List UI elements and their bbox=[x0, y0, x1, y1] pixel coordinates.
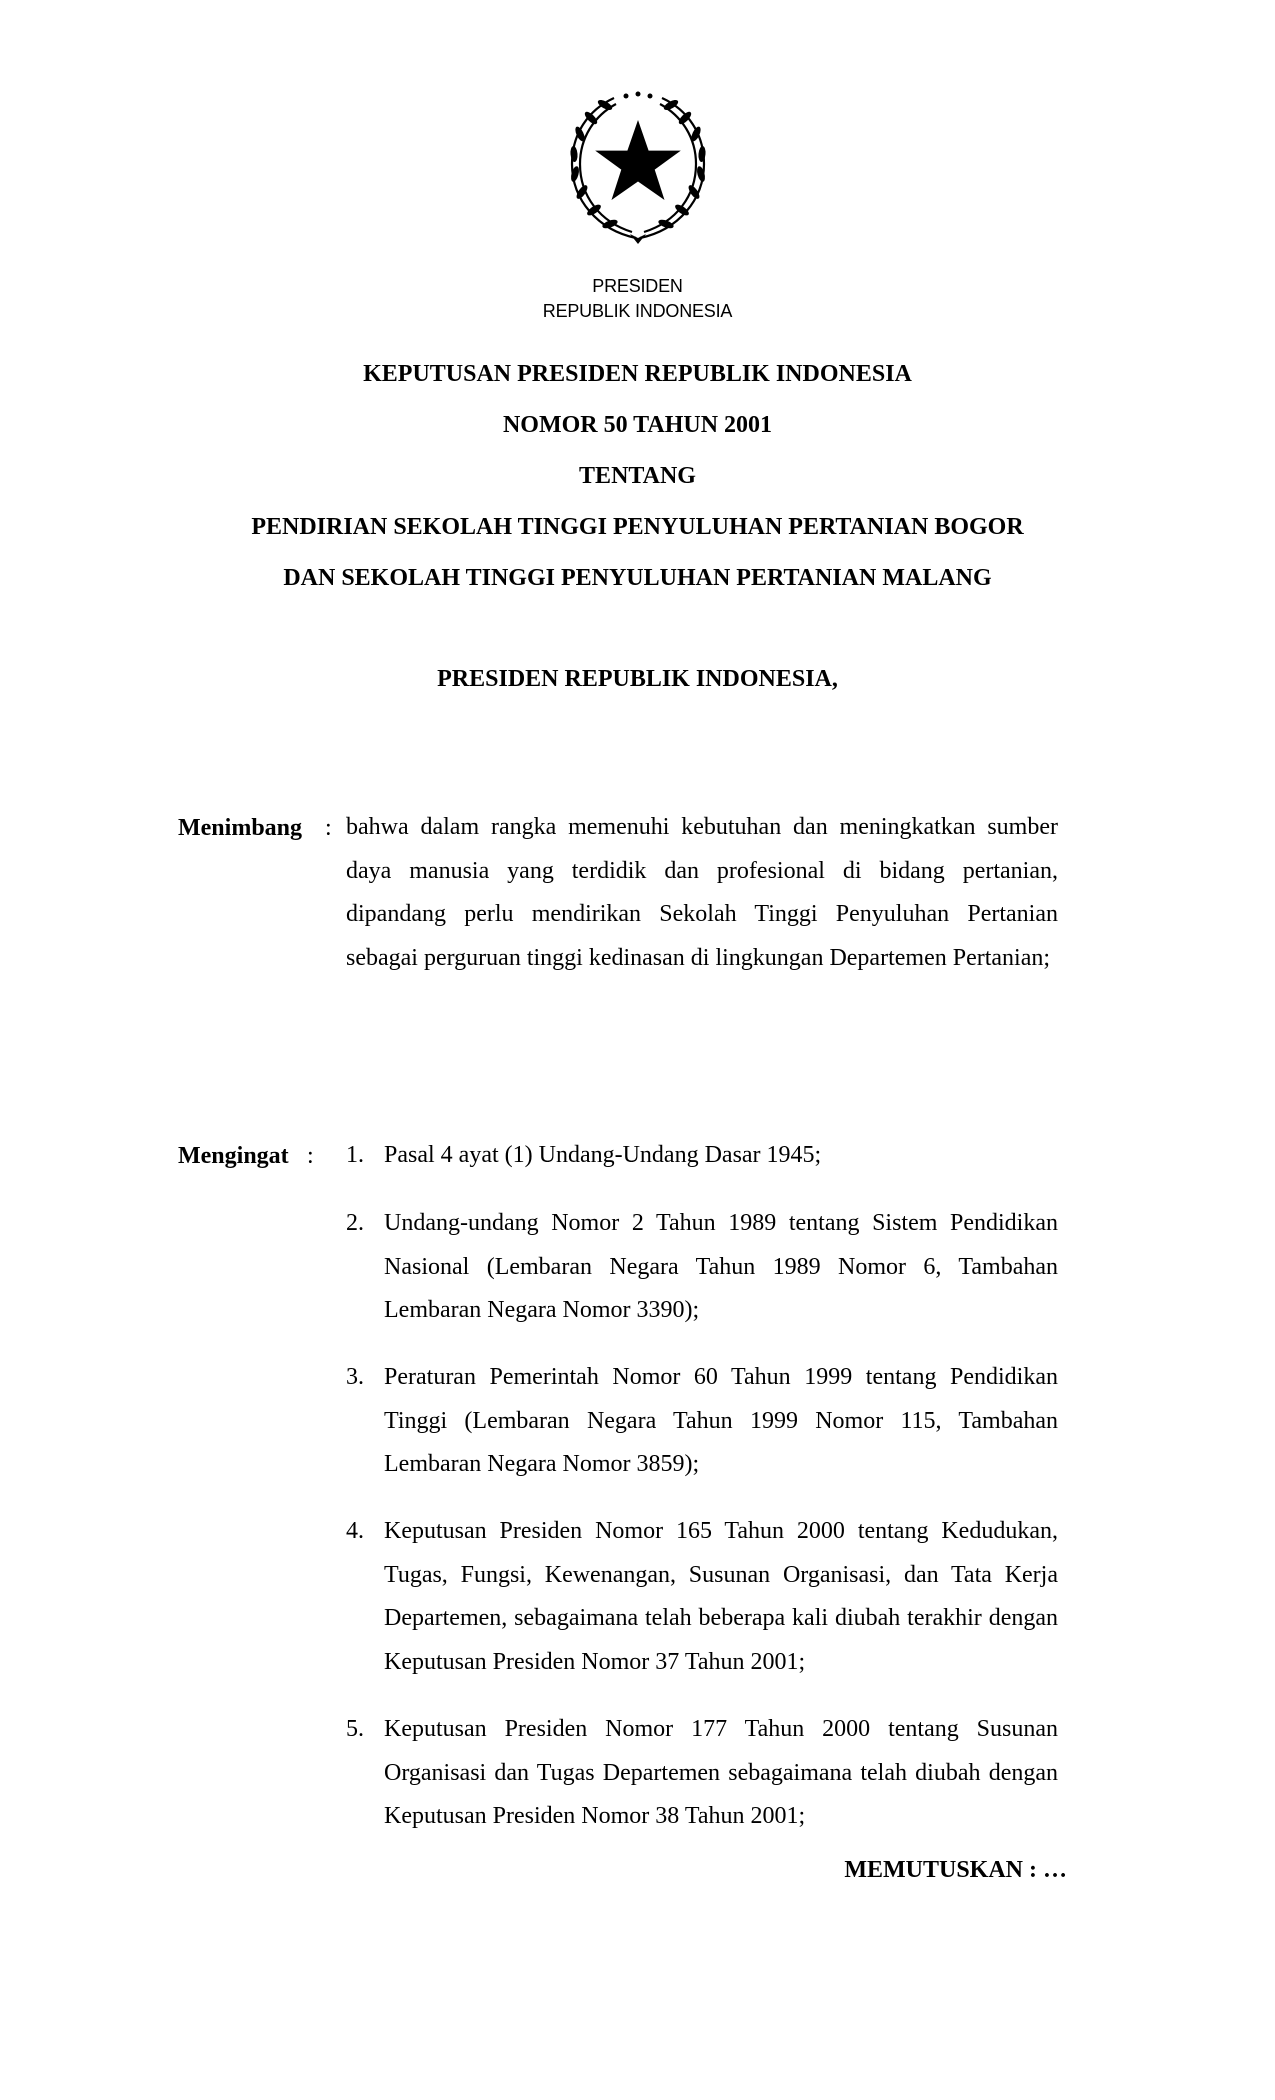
mengingat-item bbox=[346, 1202, 1058, 1333]
document-subject-line-2: DAN SEKOLAH TINGGI PENYULUHAN PERTANIAN MALANG bbox=[283, 565, 992, 591]
menimbang-label: Menimbang bbox=[178, 815, 303, 841]
mengingat-item-text: Keputusan Presiden Nomor 177 Tahun 2000 tentang Susunan Organisasi dan Tugas Departemen sebagaimana telah diubah dengan Keputusan Presiden Nomor 38 Tahun 2001; bbox=[384, 1716, 1058, 1829]
mengingat-label: Mengingat bbox=[178, 1143, 289, 1169]
letterhead-line-presiden: PRESIDEN bbox=[592, 276, 683, 296]
mengingat-item-text: Undang-undang Nomor 2 Tahun 1989 tentang Sistem Pendidikan Nasional (Lembaran Negara Tahun 1989 Nomor 6, Tambahan Lembaran Negara Nomor 3390); bbox=[384, 1210, 1058, 1323]
document-about: TENTANG bbox=[579, 463, 696, 489]
mengingat-colon: : bbox=[307, 1143, 314, 1169]
continuation-marker: MEMUTUSKAN : … bbox=[844, 1857, 1067, 1883]
mengingat-item-number: 3. bbox=[346, 1364, 364, 1390]
mengingat-item-text: Pasal 4 ayat (1) Undang-Undang Dasar 1945; bbox=[384, 1142, 822, 1168]
letterhead-line-republik: REPUBLIK INDONESIA bbox=[542, 301, 733, 321]
mengingat-item-text: Peraturan Pemerintah Nomor 60 Tahun 1999 tentang Pendidikan Tinggi (Lembaran Negara Tahun 1999 Nomor 115, Tambahan Lembaran Negara Nomor 3859); bbox=[384, 1364, 1058, 1477]
mengingat-item-number: 4. bbox=[346, 1518, 364, 1544]
document-title: KEPUTUSAN PRESIDEN REPUBLIK INDONESIA bbox=[363, 361, 912, 387]
mengingat-item-text: Keputusan Presiden Nomor 165 Tahun 2000 tentang Kedudukan, Tugas, Fungsi, Kewenangan, Susunan Organisasi, dan Tata Kerja Departemen, sebagaimana telah beberapa kali diubah terakhir dengan Keputusan Presiden Nomor 37 Tahun 2001; bbox=[384, 1518, 1058, 1675]
document-number: NOMOR 50 TAHUN 2001 bbox=[502, 412, 773, 438]
presidential-emblem-icon bbox=[558, 88, 718, 248]
mengingat-item-number: 2. bbox=[346, 1210, 364, 1236]
mengingat-item bbox=[346, 1134, 1058, 1178]
mengingat-item bbox=[346, 1510, 1058, 1684]
document-subject-line-1: PENDIRIAN SEKOLAH TINGGI PENYULUHAN PERTANIAN BOGOR bbox=[251, 514, 1024, 540]
document-issuer: PRESIDEN REPUBLIK INDONESIA, bbox=[437, 666, 838, 692]
menimbang-text: bahwa dalam rangka memenuhi kebutuhan dan meningkatkan sumber daya manusia yang terdidik dan profesional di bidang pertanian, dipandang perlu mendirikan Sekolah Tinggi Penyuluhan Pertanian sebagai perguruan tinggi kedinasan di lingkungan Departemen Pertanian; bbox=[346, 814, 1058, 971]
mengingat-item-number: 1. bbox=[346, 1142, 364, 1168]
mengingat-item bbox=[346, 1356, 1058, 1487]
mengingat-item bbox=[346, 1708, 1058, 1839]
menimbang-colon: : bbox=[325, 815, 332, 841]
mengingat-item-number: 5. bbox=[346, 1716, 364, 1742]
